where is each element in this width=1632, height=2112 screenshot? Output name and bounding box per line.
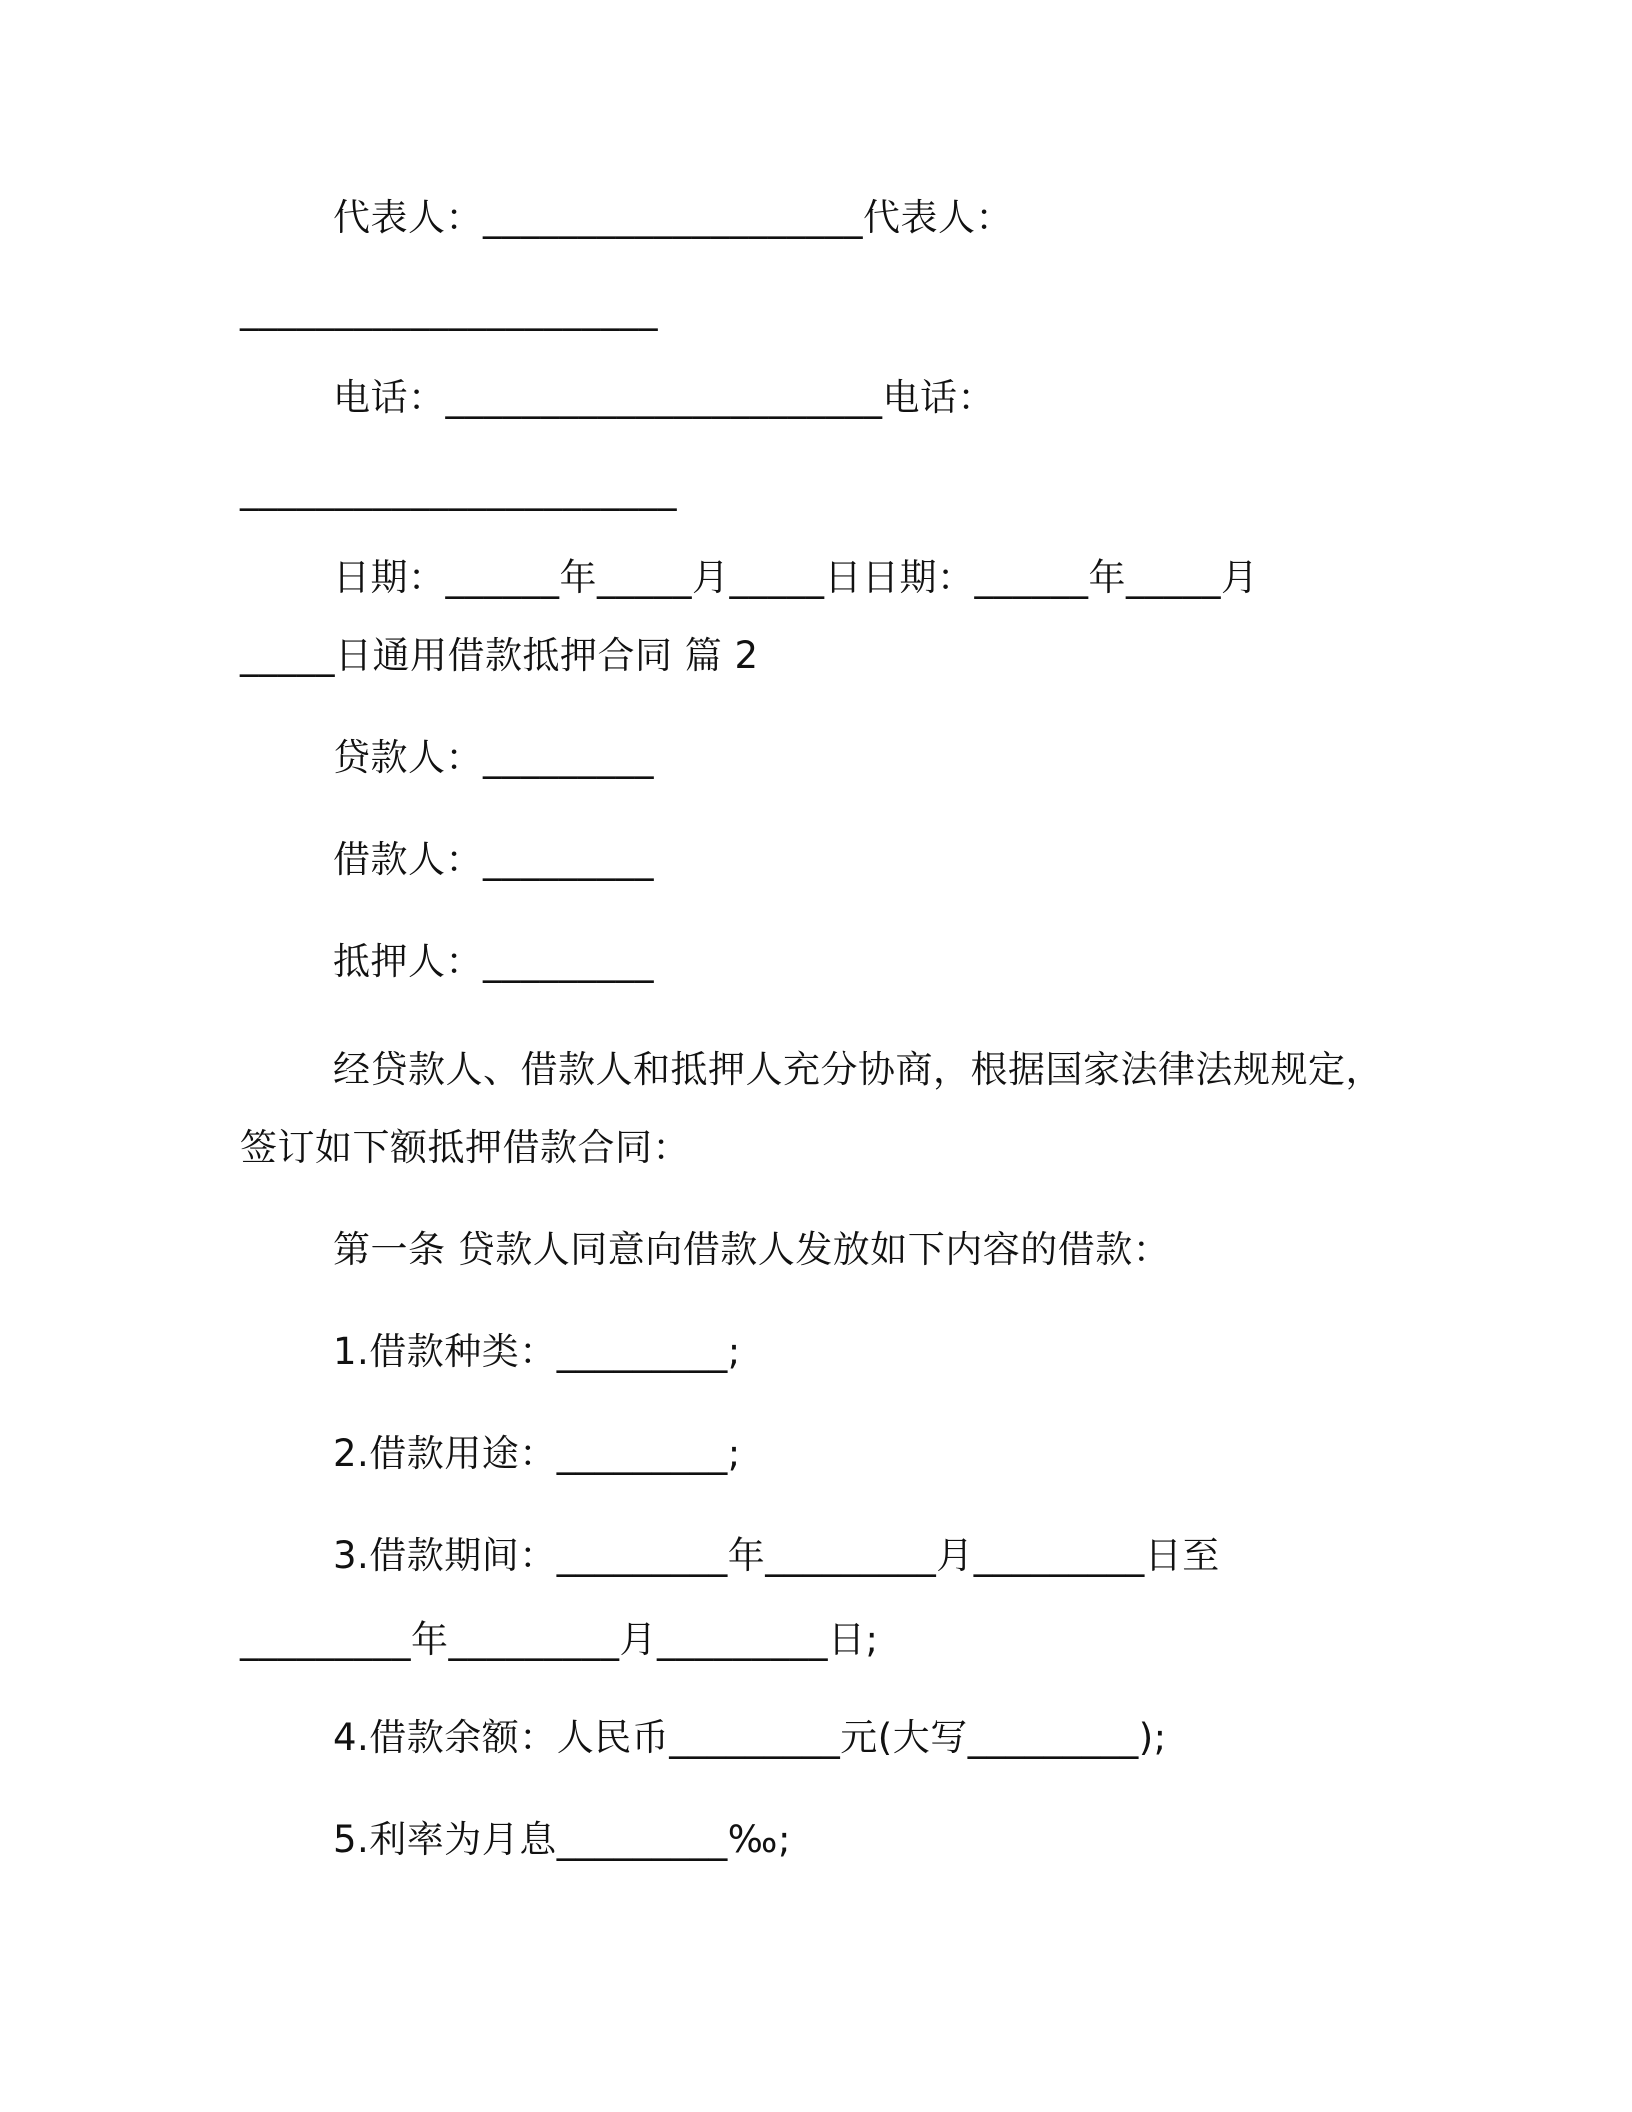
article-one-heading: 第一条 贷款人同意向借款人发放如下内容的借款： (333, 1228, 1171, 1271)
mortgagor-line: 抵押人：_________ (333, 940, 654, 983)
phone-continuation: _______________________ (240, 468, 677, 511)
loan-period-continuation: _________年_________月_________日; (240, 1618, 879, 1661)
preamble-line-2: 签订如下额抵押借款合同： (240, 1126, 690, 1169)
loan-period-line: 3.借款期间：_________年_________月_________日至 (333, 1534, 1220, 1577)
loan-purpose-line: 2.借款用途：_________; (333, 1432, 741, 1475)
loan-balance-line: 4.借款余额：人民币_________元(大写_________); (333, 1716, 1167, 1759)
lender-line: 贷款人：_________ (333, 736, 654, 779)
date-line: 日期：______年_____月_____日日期：______年_____月 (333, 556, 1259, 599)
borrower-line: 借款人：_________ (333, 838, 654, 881)
representative-line: 代表人：____________________代表人： (333, 196, 1013, 239)
interest-rate-line: 5.利率为月息_________‰; (333, 1818, 791, 1861)
phone-line: 电话：_______________________电话： (333, 376, 995, 419)
preamble-line-1: 经贷款人、借款人和抵押人充分协商，根据国家法律法规规定， (333, 1048, 1383, 1091)
loan-type-line: 1.借款种类：_________; (333, 1330, 741, 1373)
date-continuation-and-section-title: _____日通用借款抵押合同 篇 2 (240, 634, 759, 677)
representative-continuation: ______________________ (240, 288, 658, 331)
